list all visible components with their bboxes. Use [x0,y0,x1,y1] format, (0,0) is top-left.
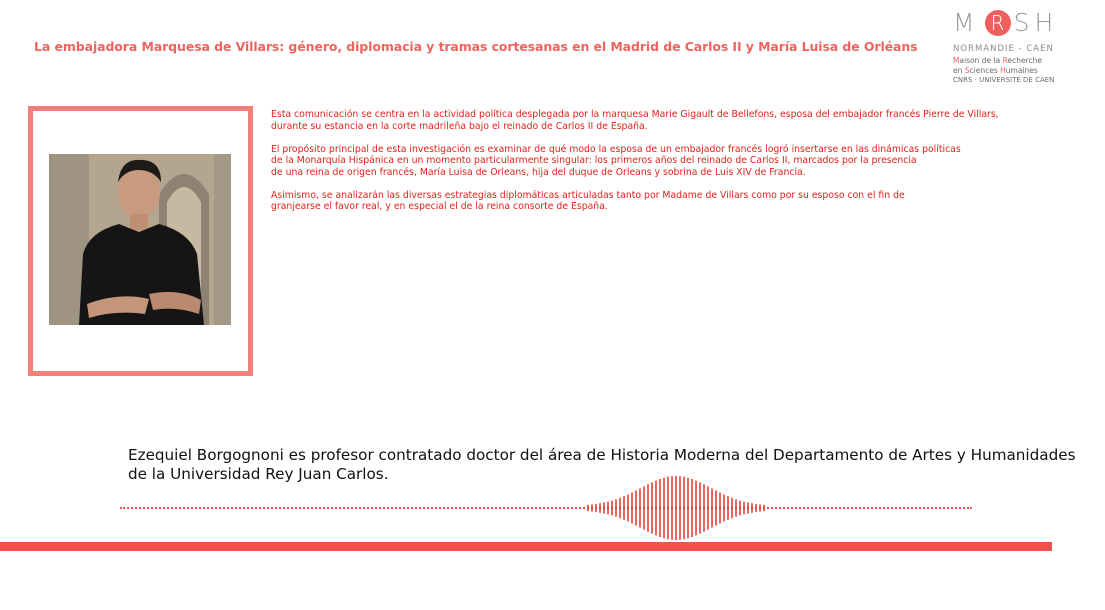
mrsh-logo [953,6,1073,90]
abstract-paragraph-2: El propósito principal de esta investigación es examinar de qué modo la esposa de un embajador francés logró insertarse en las dinámicas políticas de la Monarquía Hispánica en un momento particularmente singular: los primeros años del reinado de Carlos II, marcados por la presencia de una reina de origen francés, María Luisa de Orleans, hija del duque de Orleans y sobrina de Luis XIV de Francia. [271,143,961,178]
page-title: La embajadora Marquesa de Villars: género, diplomacia y tramas cortesanas en el Madrid de Carlos II y María Luisa de Orléans [34,39,918,54]
bottom-bar [0,542,1052,551]
logo-line-3: CNRS · UNIVERSITÉ DE CAEN [953,76,1055,84]
speaker-photo [49,154,231,325]
speaker-bio: Ezequiel Borgognoni es profesor contratado doctor del área de Historia Moderna del Departamento de Artes y Humanidades de la Universidad Rey Juan Carlos. [128,446,1076,483]
logo-circle-r: R [985,10,1011,36]
logo-letters-sh: SH [1013,8,1059,37]
logo-wordmark [953,8,1058,37]
logo-letter-m: M [953,8,980,37]
logo-subtitle: NORMANDIE - CAEN [953,44,1054,54]
abstract-paragraph-3: Asimismo, se analizarán las diversas estrategias diplomáticas articuladas tanto por Madame de Villars como por su esposo con el fin de granjearse el favor real, y en especial el de la reina consorte de España. [271,189,905,213]
abstract-paragraph-1: Esta comunicación se centra en la actividad política desplegada por la marquesa Marie Gigault de Bellefons, esposa del embajador francés Pierre de Villars, durante su estancia en la corte madrileña bajo el reinado de Carlos II de España. [271,109,999,132]
dotted-line [120,507,972,509]
abstract-text [271,109,1101,224]
logo-line-1: Maison de la Recherche [953,56,1043,65]
logo-line-2: en Sciences Humaines [953,66,1038,75]
sound-wave-decoration [586,474,766,542]
